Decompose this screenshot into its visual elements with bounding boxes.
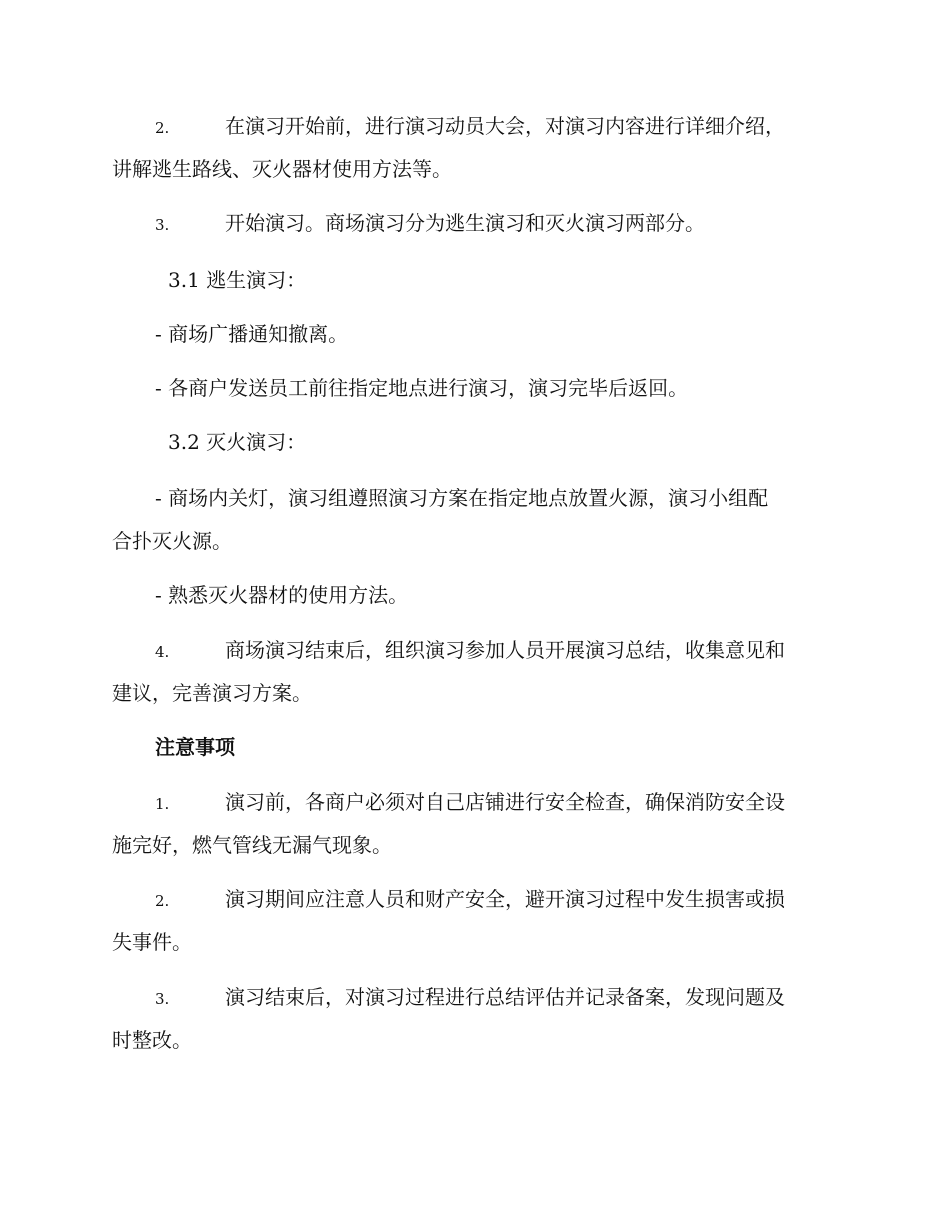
note-text: 演习期间应注意人员和财产安全，避开演习过程中发生损害或损	[225, 887, 785, 911]
note-text-continued: 时整改。	[112, 1028, 192, 1052]
list-item-continued: 合扑灭火源。	[112, 529, 232, 553]
section-heading-notes: 注意事项	[155, 735, 235, 759]
step-text: 商场演习结束后，组织演习参加人员开展演习总结，收集意见和	[225, 638, 785, 662]
list-item: - 商场内关灯，演习组遵照演习方案在指定地点放置火源，演习小组配	[155, 486, 769, 510]
step-text: 在演习开始前，进行演习动员大会，对演习内容进行详细介绍，	[225, 114, 785, 138]
list-item: - 熟悉灭火器材的使用方法。	[155, 583, 409, 607]
subsection-title-escape: 3.1 逃生演习：	[168, 268, 307, 292]
step-number: 4.	[155, 643, 170, 661]
note-text-continued: 失事件。	[112, 930, 192, 954]
step-text-continued: 讲解逃生路线、灭火器材使用方法等。	[112, 157, 452, 181]
note-text: 演习结束后，对演习过程进行总结评估并记录备案，发现问题及	[225, 985, 785, 1009]
list-item: - 商场广播通知撤离。	[155, 322, 349, 346]
subsection-title-fire: 3.2 灭火演习：	[168, 430, 307, 454]
step-number: 2.	[155, 119, 170, 137]
step-text: 开始演习。商场演习分为逃生演习和灭火演习两部分。	[225, 211, 705, 235]
note-text: 演习前，各商户必须对自己店铺进行安全检查，确保消防安全设	[225, 790, 785, 814]
list-item: - 各商户发送员工前往指定地点进行演习，演习完毕后返回。	[155, 376, 689, 400]
note-number: 1.	[155, 795, 170, 813]
step-text-continued: 建议，完善演习方案。	[112, 681, 312, 705]
note-text-continued: 施完好，燃气管线无漏气现象。	[112, 833, 392, 857]
step-number: 3.	[155, 216, 170, 234]
note-number: 2.	[155, 892, 170, 910]
note-number: 3.	[155, 990, 170, 1008]
